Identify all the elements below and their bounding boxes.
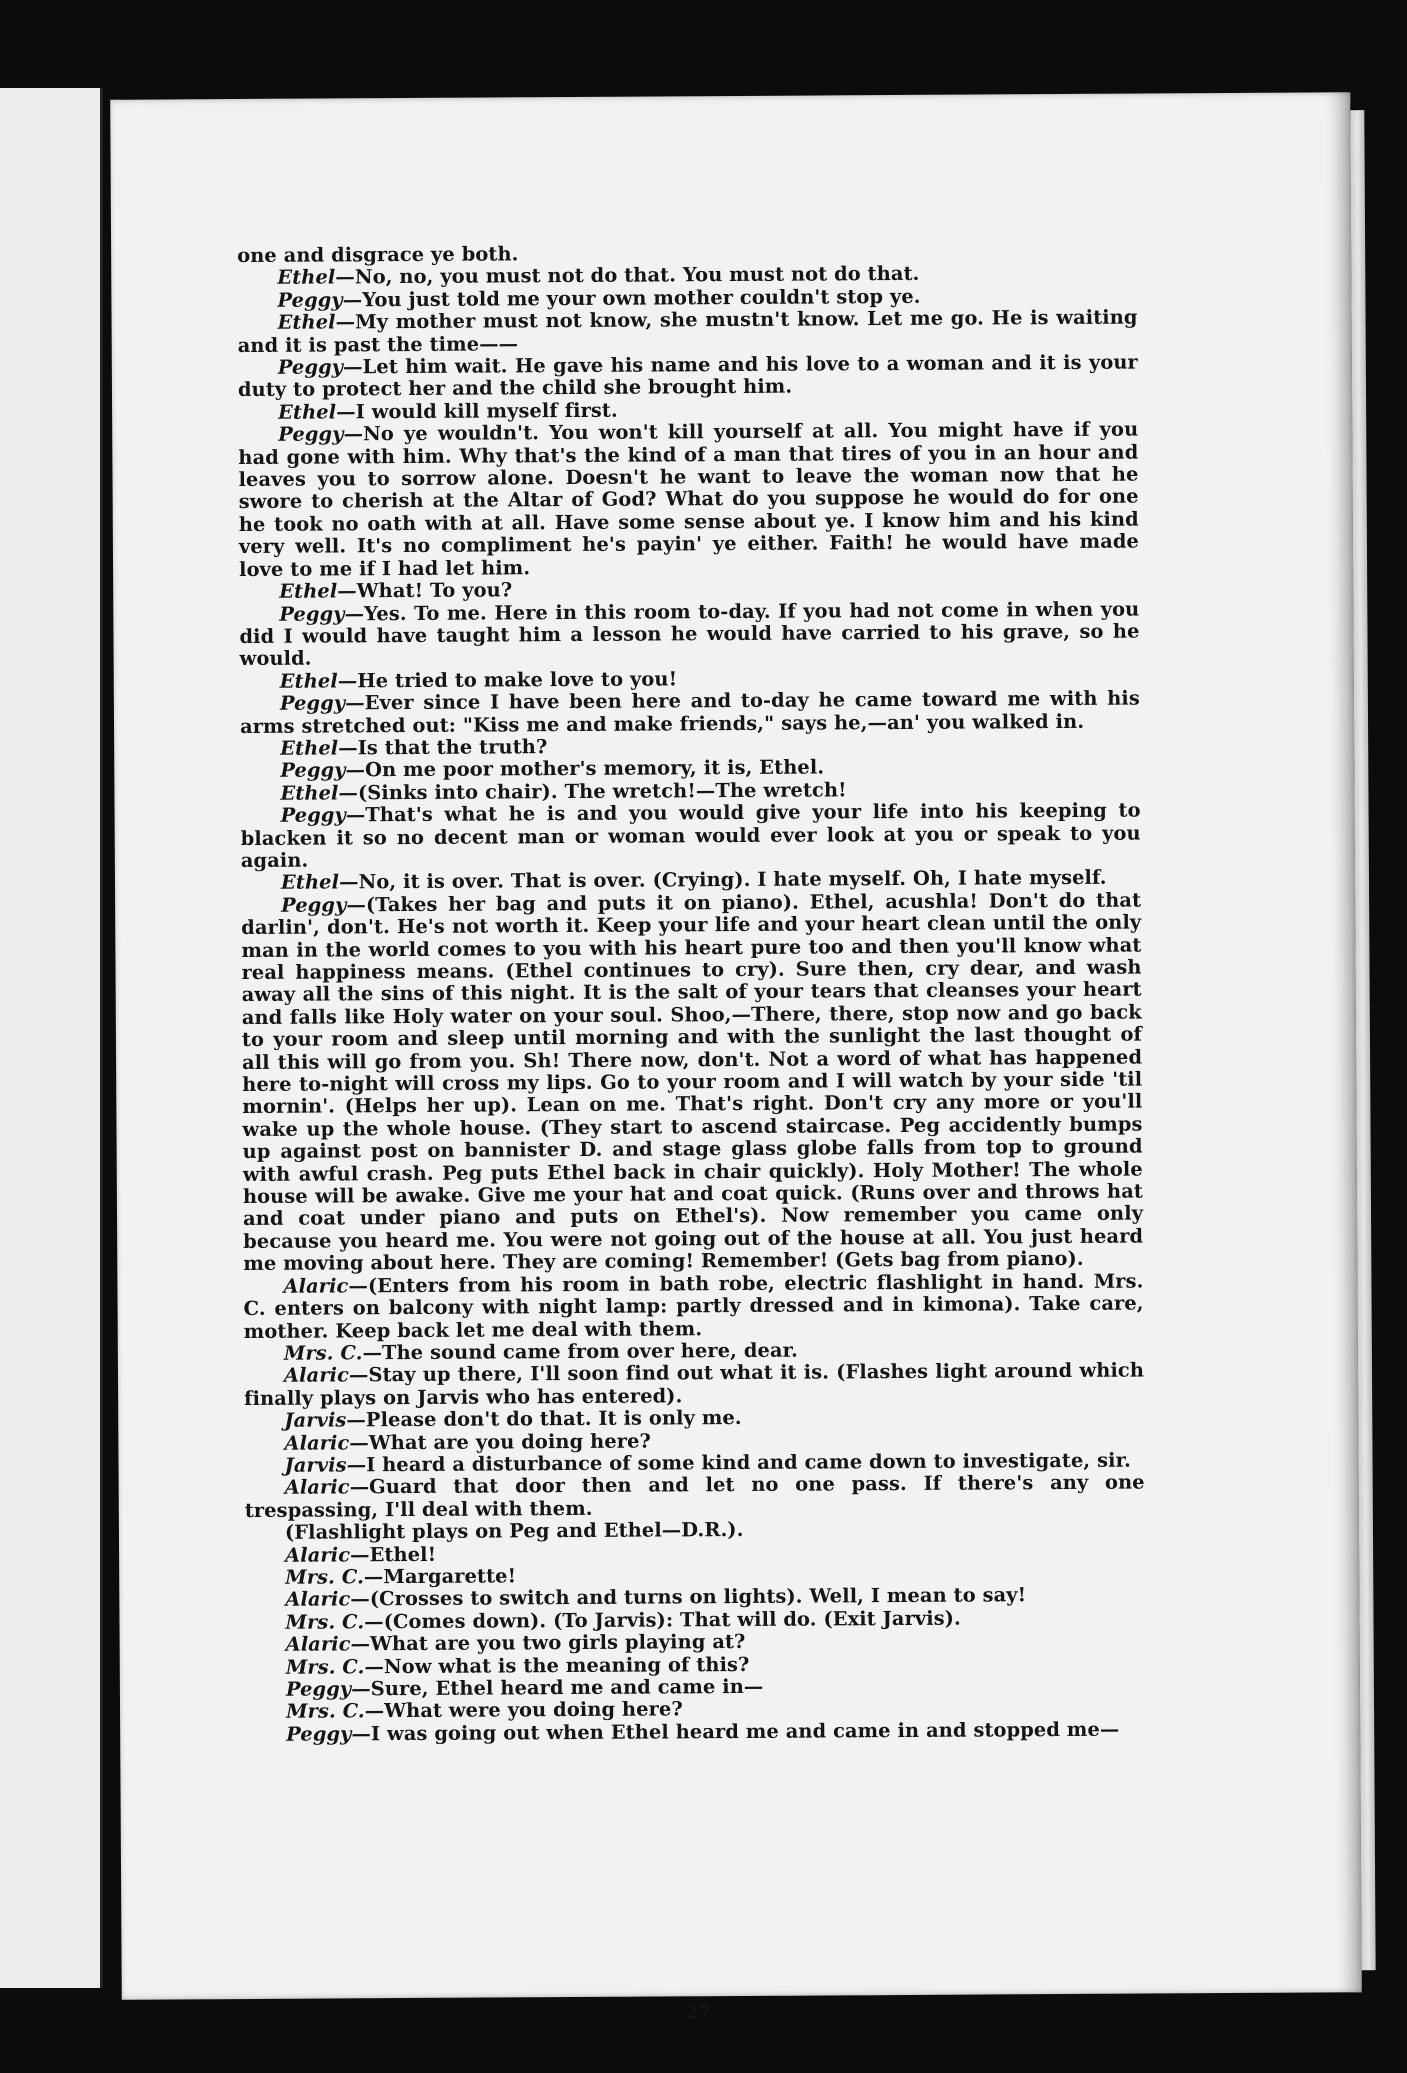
line-text: —He tried to make love to you!	[337, 667, 678, 693]
speaker-name: Alaric	[285, 1587, 351, 1612]
line-text: —(Takes her bag and puts it on piano). Ethel, acushla! Don't do that darlin', don't. He's not worth it. Keep your life and your heart clean until the only man in the world comes to you with his heart pure too and then you'll know what real happiness means. (Ethel continues to cry). Sure then, cry dear, and wash away all the sins of this night. It is the salt of your tears that cleanses your heart and falls like Holy water on your soul. Shoo,—There, there, stop now and go back to your room and sleep until morning and with the sunlight the last thought of all this will go from you. Sh! There now, don't. Not a word of what has happened here to-night will cross my lips. Go to your room and I will watch by your side 'til mornin'. (Helps her up). Lean on me. That's right. Don't cry any more or you'll wake up the whole house. (They start to ascend staircase. Peg accidently bumps up against post on bannister D. and stage glass globe falls from top to ground with awful crash. Peg puts Ethel back in chair quickly). Holy Mother! The whole house will be awake. Give me your hat and coat quick. (Runs over and throws hat and coat under piano and puts on Ethel's). Now remember you came only because you heard me. You were not going out of the house at all. You just heard me moving about here. They are coming! Remember! (Gets bag from piano).	[241, 888, 1144, 1276]
speaker-name: Ethel	[280, 781, 339, 805]
speaker-name: Peggy	[277, 288, 343, 312]
line-text: —I heard a disturbance of some kind and came down to investigate, sir.	[346, 1448, 1131, 1477]
speaker-name: Jarvis	[284, 1453, 347, 1477]
line-text: —Sure, Ethel heard me and came in—	[351, 1674, 764, 1701]
dialogue-line	[240, 688, 1140, 738]
line-text: —On me poor mother's memory, it is, Ethel.	[345, 755, 825, 782]
line-text: —Is that the truth?	[338, 735, 548, 760]
dialogue-line	[244, 1360, 1144, 1410]
line-text: —That's what he is and you would give your life into his keeping to blacken it so no decent man or woman would ever look at you or speak to you again.	[240, 798, 1141, 872]
speaker-name: Alaric	[285, 1632, 351, 1656]
line-text: —I would kill myself first.	[336, 398, 618, 424]
line-text: —Ethel!	[349, 1542, 437, 1566]
line-text: —Margarette!	[363, 1564, 517, 1589]
speaker-name: Mrs. C.	[285, 1699, 365, 1724]
speaker-name: Alaric	[284, 1475, 350, 1500]
speaker-name: Ethel	[277, 310, 336, 335]
line-text: —What were you doing here?	[364, 1697, 683, 1723]
line-text: —The sound came from over here, dear.	[362, 1338, 799, 1365]
line-text: —Please don't do that. It is only me.	[346, 1406, 742, 1432]
dialogue-line	[245, 1472, 1145, 1522]
speaker-name: Peggy	[279, 691, 346, 715]
dialogue-line	[243, 1270, 1143, 1343]
line-text: —What! To you?	[337, 578, 513, 603]
script-text	[237, 240, 1146, 2024]
dialogue-line	[238, 352, 1138, 402]
speaker-name: Peggy	[285, 1677, 352, 1701]
dialogue-line	[239, 598, 1139, 671]
book-page	[110, 92, 1362, 2024]
page-number: 27	[685, 2002, 711, 2024]
line-text: —Ever since I have been here and to-day he came toward me with his arms stretched out: "Kiss me and make friends," says he,—an' you walked in.	[239, 686, 1140, 738]
line-text: —Let him wait. He gave his name and his love to a woman and it is your duty to protect her and the child she brought him.	[237, 350, 1138, 402]
line-text: —What are you doing here?	[349, 1429, 652, 1454]
line-text: —No, no, you must not do that. You must not do that.	[335, 262, 920, 289]
line-text: one and disgrace ye both.	[237, 242, 519, 268]
speaker-name: Peggy	[286, 1722, 352, 1746]
line-text: —Stay up there, I'll soon find out what it is. (Flashes light around which finally plays on Jarvis who has entered).	[244, 1358, 1145, 1410]
page-stack-edge	[1350, 110, 1375, 1970]
line-text: —No ye wouldn't. You won't kill yourself at all. You might have if you had gone with him. Why that's the kind of a man that tires of you in an hour and leaves you to sorrow alone. Doesn't he want to leave the woman now that he swore to cherish at the Altar of God? What do you suppose he would do for one he took no oath with at all. Have some sense about ye. I know him and his kind very well. It's no compliment he's payin' ye either. Faith! he would have made love to me if I had let him.	[238, 417, 1139, 581]
speaker-name: Peggy	[279, 601, 345, 626]
dialogue-line	[241, 889, 1143, 1275]
line-text: —(Sinks into chair). The wretch!—The wretch!	[338, 778, 847, 805]
line-text: —My mother must not know, she mustn't know. Let me go. He is waiting and it is past the time——	[237, 305, 1138, 357]
line-text: —I was going out when Ethel heard me and came in and stopped me—	[351, 1717, 1120, 1746]
speaker-name: Mrs. C.	[285, 1565, 364, 1589]
speaker-name: Ethel	[280, 736, 339, 760]
line-text: —Guard that door then and let no one pass. If there's any one trespassing, I'll deal with them.	[244, 1470, 1145, 1522]
speaker-name: Peggy	[280, 803, 346, 827]
speaker-name: Ethel	[280, 870, 340, 895]
speaker-name: Ethel	[278, 400, 337, 424]
line-text: —(Crosses to switch and turns on lights). Well, I mean to say!	[350, 1583, 1027, 1611]
speaker-name: Mrs. C.	[285, 1610, 365, 1634]
line-text: —You just told me your own mother couldn't stop ye.	[342, 284, 921, 312]
line-text: —Now what is the meaning of this?	[364, 1652, 750, 1678]
dialogue-line	[238, 419, 1139, 581]
speaker-name: Jarvis	[284, 1408, 347, 1432]
line-text: —(Enters from his room in bath robe, electric flashlight in hand. Mrs. C. enters on balcony with night lamp: partly dressed and in kimona). Take care, mother. Keep back let me deal with them.	[243, 1269, 1144, 1343]
line-text: —No, it is over. That is over. (Crying). I hate myself. Oh, I hate myself.	[338, 866, 1107, 894]
speaker-name: Ethel	[279, 669, 338, 693]
speaker-name: Peggy	[278, 422, 344, 447]
speaker-name: Ethel	[279, 579, 338, 603]
speaker-name: Peggy	[277, 355, 344, 379]
line-text: —Yes. To me. Here in this room to-day. If you had not come in when you did I would have taught him a lesson he would have carried to his grave, so he would.	[239, 597, 1140, 671]
speaker-name: Mrs. C.	[285, 1654, 365, 1679]
line-text: (Flashlight plays on Peg and Ethel—D.R.).	[284, 1518, 744, 1544]
speaker-name: Ethel	[277, 265, 336, 290]
speaker-name: Alaric	[283, 1363, 350, 1388]
speaker-name: Alaric	[285, 1542, 351, 1567]
speaker-name: Alaric	[284, 1430, 350, 1455]
line-text: —What are you two girls playing at?	[350, 1630, 746, 1656]
speaker-name: Peggy	[280, 758, 346, 783]
dialogue-line	[246, 1718, 1146, 1746]
facing-page-edge	[0, 88, 103, 1988]
speaker-name: Alaric	[283, 1274, 349, 1298]
speaker-name: Mrs. C.	[283, 1341, 363, 1365]
line-text: —(Comes down). (To Jarvis): That will do. (Exit Jarvis).	[364, 1606, 961, 1634]
dialogue-line	[238, 307, 1138, 357]
speaker-name: Peggy	[281, 893, 347, 917]
dialogue-line	[241, 800, 1141, 873]
